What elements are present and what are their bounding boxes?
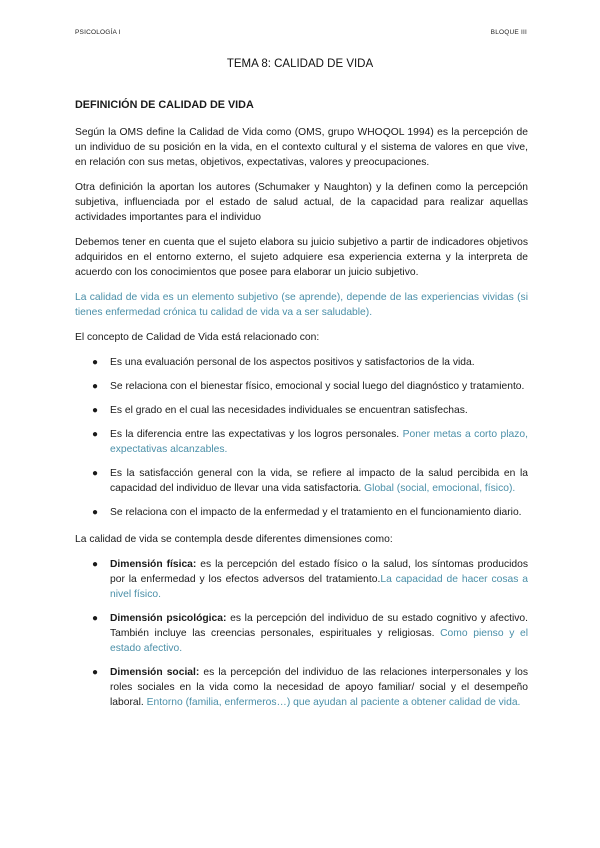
list-item-text: Se relaciona con el bienestar físico, emocional y social luego del diagnóstico y tratamiento.	[110, 381, 525, 392]
list-item-text: Es el grado en el cual las necesidades individuales se encuentran satisfechas.	[110, 405, 468, 416]
document-body	[75, 98, 528, 722]
dimension-item	[75, 611, 528, 656]
list-item	[75, 355, 528, 370]
list-item-text: Se relaciona con el impacto de la enfermedad y el tratamiento en el funcionamiento diario.	[110, 507, 522, 518]
list-item-text: Es la diferencia entre las expectativas y los logros personales.	[110, 429, 403, 440]
dimension-note: Como pienso y el estado afectivo.	[110, 628, 528, 654]
list-item-text: Es una evaluación personal de los aspectos positivos y satisfactorios de la vida.	[110, 357, 475, 368]
dimension-text: es la percepción del estado físico o la salud, los síntomas producidos por la enfermedad y los efectos adversos del tratamiento.	[110, 559, 528, 585]
list-item	[75, 427, 528, 457]
dimension-term: Dimensión social:	[110, 667, 200, 678]
paragraph-related-intro: El concepto de Calidad de Vida está relacionado con:	[75, 332, 320, 343]
dimension-term: Dimensión psicológica:	[110, 613, 227, 624]
bullet-icon: ●	[92, 613, 99, 624]
paragraph-subjective-judgement: Debemos tener en cuenta que el sujeto elabora su juicio subjetivo a partir de indicadores objetivos adquiridos en el entorno externo, el sujeto adquiere esa experiencia externa y la interpreta de acuerdo con los conocimientos que posee para elaborar un juicio subjetivo.	[75, 237, 528, 278]
bullet-icon: ●	[92, 429, 99, 440]
dimension-term: Dimensión física:	[110, 559, 197, 570]
header-block: BLOQUE III	[490, 29, 527, 36]
list-item	[75, 505, 528, 520]
list-item	[75, 379, 528, 394]
bullet-icon: ●	[92, 357, 99, 368]
dimension-item	[75, 665, 528, 710]
bullet-icon: ●	[92, 468, 99, 479]
bullet-icon: ●	[92, 559, 99, 570]
dimension-text: es la percepción del individuo de las relaciones interpersonales y los roles sociales en la vida como la necesidad de apoyo familiar/ social y el desempeño laboral.	[110, 667, 528, 708]
list-item-text: Es la satisfacción general con la vida, se refiere al impacto de la salud percibida en la capacidad del individuo de llevar una vida satisfactoria.	[110, 468, 528, 494]
list-item	[75, 466, 528, 496]
bullet-icon: ●	[92, 405, 99, 416]
dimension-note: Entorno (familia, enfermeros…) que ayudan al paciente a obtener calidad de vida.	[146, 697, 521, 708]
section-heading: DEFINICIÓN DE CALIDAD DE VIDA	[75, 99, 254, 111]
list-item	[75, 403, 528, 418]
page-title: TEMA 8: CALIDAD DE VIDA	[226, 58, 374, 70]
dimension-item	[75, 557, 528, 602]
paragraph-accent-note: La calidad de vida es un elemento subjetivo (se aprende), depende de las experiencias vividas (si tienes enfermedad crónica tu calidad de vida va a ser saludable).	[75, 292, 528, 318]
related-concepts-list	[75, 355, 528, 520]
paragraph-oms-definition: Según la OMS define la Calidad de Vida como (OMS, grupo WHOQOL 1994) es la percepción de un individuo de su posición en la vida, en el contexto cultural y el sistema de valores en que vive, en relación con sus metas, objetivos, expectativas, valores y preocupaciones.	[75, 127, 528, 168]
paragraph-schumaker-definition: Otra definición la aportan los autores (Schumaker y Naughton) y la definen como la percepción subjetiva, influenciada por el estado de salud actual, de la capacidad para realizar aquellas actividades importantes para el individuo	[75, 182, 528, 223]
bullet-icon: ●	[92, 507, 99, 518]
dimensions-list	[75, 557, 528, 710]
paragraph-dimensions-intro: La calidad de vida se contempla desde diferentes dimensiones como:	[75, 534, 393, 545]
dimension-text: es la percepción del individuo de su estado cognitivo y afectivo. También incluye las creencias personales, espirituales y religiosas.	[110, 613, 528, 639]
bullet-icon: ●	[92, 381, 99, 392]
bullet-icon: ●	[92, 667, 99, 678]
list-item-note: Global (social, emocional, físico).	[364, 483, 516, 494]
header-subject: PSICOLOGÍA I	[75, 29, 121, 36]
dimension-note: La capacidad de hacer cosas a nivel físico.	[110, 574, 529, 600]
list-item-note: Poner metas a corto plazo, expectativas alcanzables.	[110, 429, 528, 455]
